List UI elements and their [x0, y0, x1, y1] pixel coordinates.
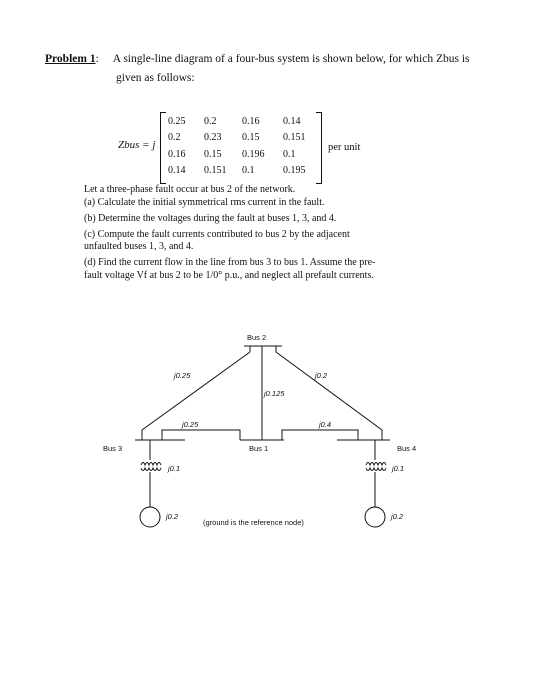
matrix-cell: 0.2	[168, 132, 181, 143]
matrix-cell: 0.16	[168, 149, 186, 160]
impedance-line-2-4: j0.2	[315, 371, 328, 380]
impedance-line-3-1: j0.25	[182, 420, 199, 429]
gen4-impedance: j0.2	[391, 512, 404, 521]
matrix-cell: 0.14	[168, 165, 186, 176]
matrix-cell: 0.25	[168, 116, 186, 127]
gen3-impedance: j0.2	[166, 512, 179, 521]
bus2-label: Bus 2	[247, 333, 267, 342]
gen4-source-icon	[365, 507, 385, 527]
problem-intro-line2: given as follows:	[116, 72, 195, 84]
gen4-reactance: j0.1	[392, 464, 405, 473]
zbus-matrix	[160, 112, 322, 184]
problem-colon: :	[95, 53, 99, 65]
bus3-label: Bus 3	[103, 444, 123, 453]
matrix-cell: 0.1	[242, 165, 255, 176]
problem-heading	[45, 53, 470, 65]
matrix-left-bracket	[160, 112, 166, 184]
gen4-coil-icon	[366, 468, 386, 471]
gen3-coil-icon	[141, 463, 161, 466]
question-d-line2: fault voltage Vf at bus 2 to be 1/0° p.u., and neglect all prefault currents.	[84, 270, 374, 281]
problem-intro-line1: A single-line diagram of a four-bus system is shown below, for which Zbus is	[112, 53, 470, 65]
bus1-label: Bus 1	[249, 444, 269, 453]
question-intro: Let a three-phase fault occur at bus 2 of the network.	[84, 184, 296, 195]
matrix-cell: 0.14	[283, 116, 301, 127]
matrix-cell: 0.151	[283, 132, 306, 143]
gen3-reactance: j0.1	[168, 464, 181, 473]
ground-note: (ground is the reference node)	[203, 518, 304, 527]
matrix-cell: 0.1	[283, 149, 296, 160]
gen4-coil-icon	[366, 463, 386, 466]
matrix-cell: 0.16	[242, 116, 260, 127]
matrix-cell: 0.15	[204, 149, 222, 160]
impedance-line-2-1: j0.125	[264, 389, 285, 398]
question-a: (a) Calculate the initial symmetrical rms current in the fault.	[84, 197, 325, 208]
impedance-line-1-4: j0.4	[319, 420, 332, 429]
matrix-right-bracket	[316, 112, 322, 184]
question-b: (b) Determine the voltages during the fault at buses 1, 3, and 4.	[84, 213, 337, 224]
question-c-line2: unfaulted buses 1, 3, and 4.	[84, 241, 194, 252]
unit-label: per unit	[328, 142, 361, 153]
zbus-lhs: Zbus = j	[118, 139, 156, 151]
question-c-line1: (c) Compute the fault currents contributed to bus 2 by the adjacent	[84, 229, 350, 240]
line-1-4	[282, 430, 358, 440]
line-3-1	[162, 430, 240, 440]
impedance-line-3-2: j0.25	[174, 371, 191, 380]
gen3-source-icon	[140, 507, 160, 527]
gen3-coil-icon	[141, 468, 161, 471]
matrix-cell: 0.2	[204, 116, 217, 127]
matrix-cell: 0.195	[283, 165, 306, 176]
question-d-line1: (d) Find the current flow in the line from bus 3 to bus 1. Assume the pre-	[84, 257, 376, 268]
problem-label: Problem 1	[45, 53, 96, 65]
matrix-cell: 0.15	[242, 132, 260, 143]
bus4-label: Bus 4	[397, 444, 417, 453]
matrix-cell: 0.23	[204, 132, 222, 143]
single-line-diagram	[0, 320, 556, 550]
matrix-cell: 0.196	[242, 149, 265, 160]
matrix-cell: 0.151	[204, 165, 227, 176]
